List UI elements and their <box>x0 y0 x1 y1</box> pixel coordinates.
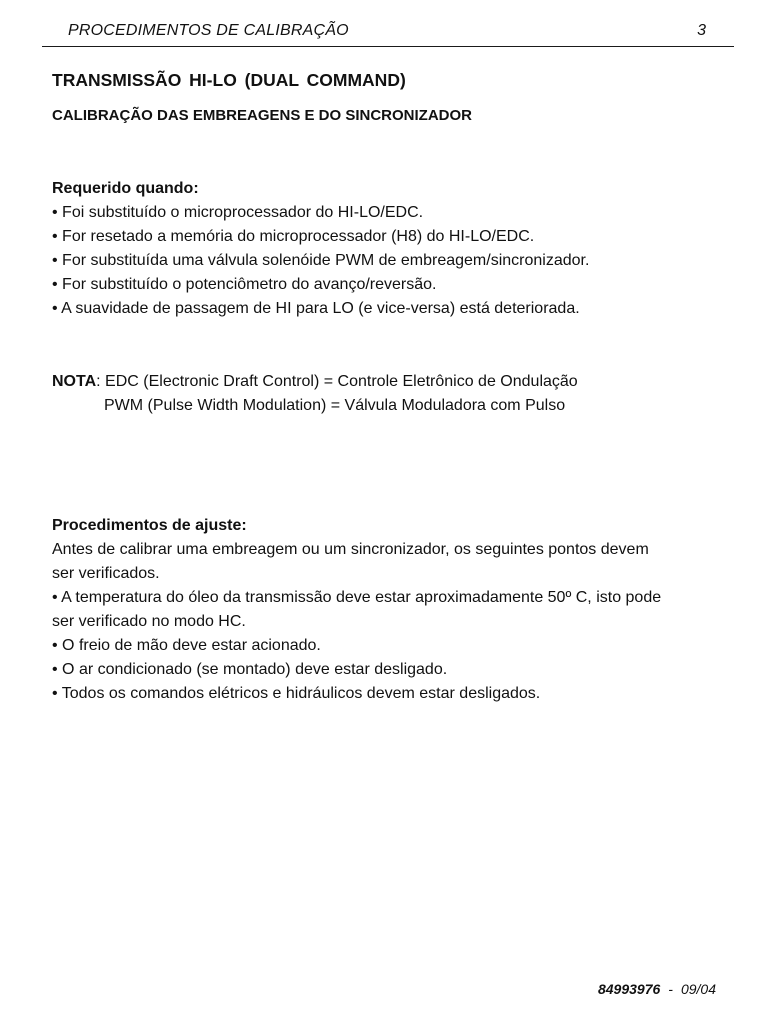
list-item: • Todos os comandos elétricos e hidráulicos devem estar desligados. <box>52 685 541 702</box>
list-item: • A temperatura do óleo da transmissão deve estar aproximadamente 50º C, isto pode <box>52 589 662 606</box>
list-item: • A suavidade de passagem de HI para LO (e vice-versa) está deteriorada. <box>52 300 580 317</box>
procedures-intro: Antes de calibrar uma embreagem ou um sincronizador, os seguintes pontos devem <box>52 541 649 558</box>
document-date: 09/04 <box>680 981 716 997</box>
page-header <box>42 20 734 47</box>
list-item: ser verificado no modo HC. <box>52 613 246 630</box>
procedures-heading: Procedimentos de ajuste: <box>52 517 247 534</box>
note-line-1 <box>52 370 732 394</box>
list-item: • Foi substituído o microprocessador do HI-LO/EDC. <box>52 204 424 221</box>
list-item: • O freio de mão deve estar acionado. <box>52 637 321 654</box>
note-line-2: PWM (Pulse Width Modulation) = Válvula Moduladora com Pulso <box>104 397 566 414</box>
footer-separator: - <box>668 981 673 997</box>
note-label: NOTA <box>52 373 97 390</box>
document-title: TRANSMISSÃO HI-LO (DUAL COMMAND) <box>52 70 406 90</box>
list-item: • For resetado a memória do microprocessador (H8) do HI-LO/EDC. <box>52 228 535 245</box>
header-title: PROCEDIMENTOS DE CALIBRAÇÃO <box>68 22 349 39</box>
note-section <box>52 370 732 418</box>
required-heading: Requerido quando: <box>52 180 199 197</box>
list-item: • For substituída uma válvula solenóide PWM de embreagem/sincronizador. <box>52 252 590 269</box>
list-item: • O ar condicionado (se montado) deve estar desligado. <box>52 661 448 678</box>
procedures-intro: ser verificados. <box>52 565 160 582</box>
required-section <box>52 177 732 321</box>
procedures-section <box>52 514 732 706</box>
page-footer <box>598 981 716 997</box>
list-item: • For substituído o potenciômetro do avanço/reversão. <box>52 276 437 293</box>
page-number: 3 <box>697 22 706 39</box>
document-subtitle: CALIBRAÇÃO DAS EMBREAGENS E DO SINCRONIZADOR <box>52 107 473 124</box>
document-code: 84993976 <box>597 981 661 997</box>
note-text-1: : EDC (Electronic Draft Control) = Controle Eletrônico de Ondulação <box>96 373 578 390</box>
